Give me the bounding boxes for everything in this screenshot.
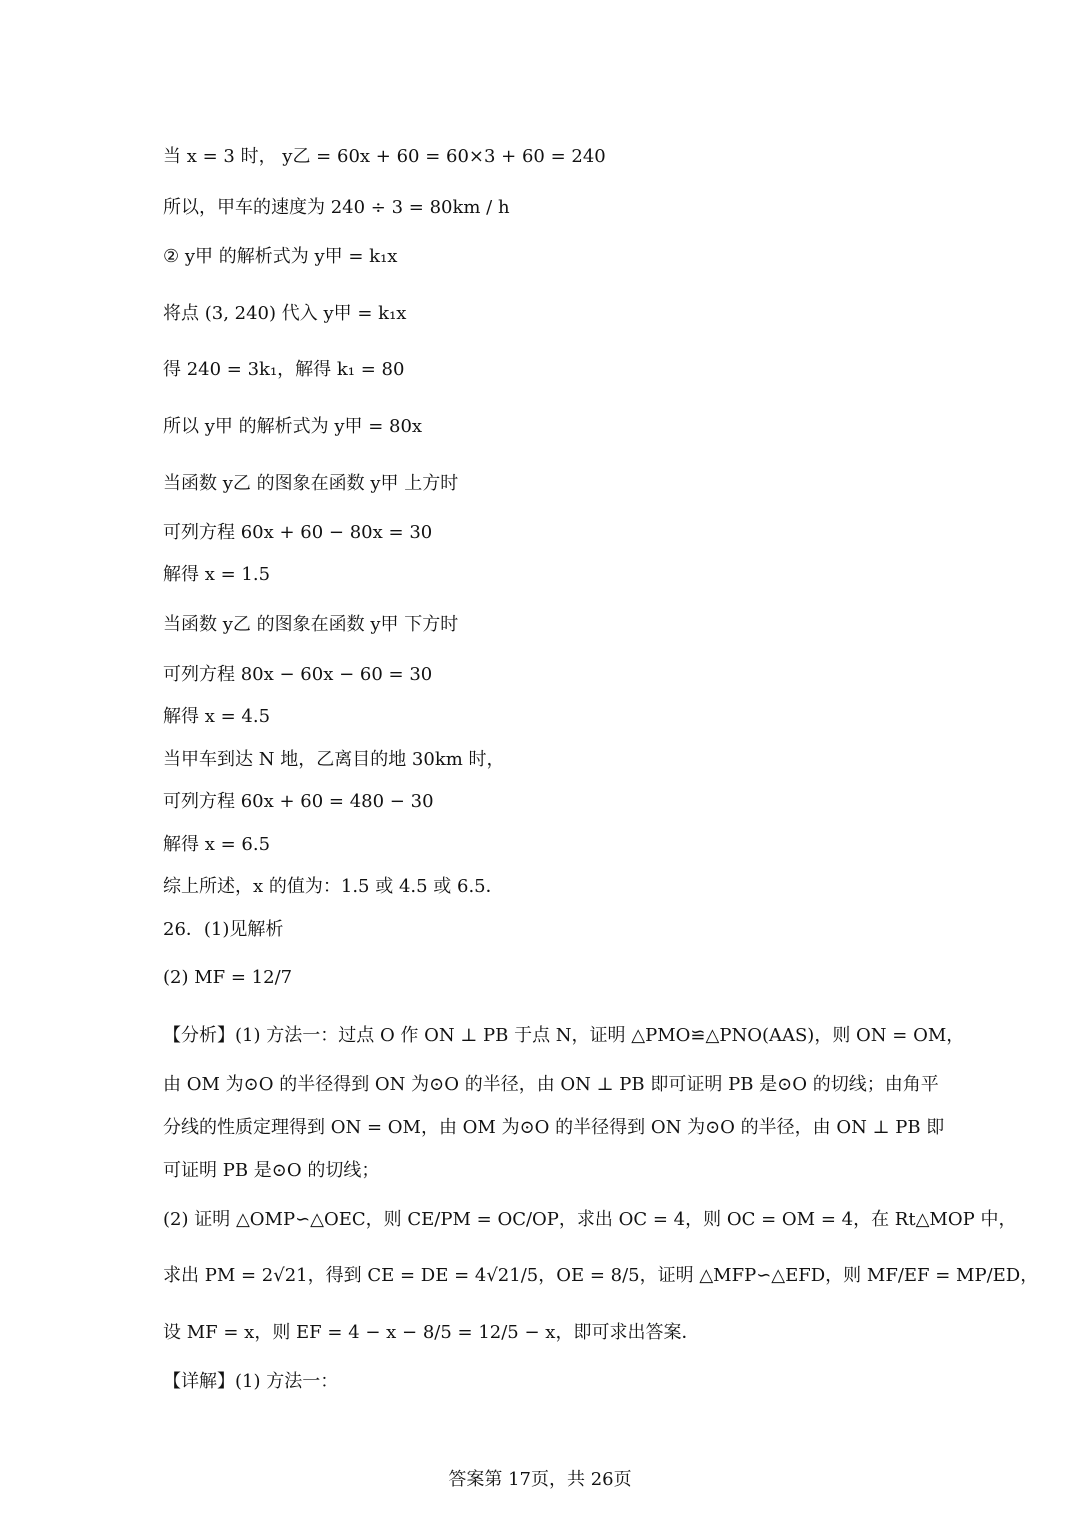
analysis-line-7: 设 MF = x，则 EF = 4 − x − 8/5 = 12/5 − x，即可求出答案． — [163, 1322, 700, 1343]
line-4: 将点 (3, 240) 代入 y甲 = k₁x — [163, 303, 407, 324]
line-11: 可列方程 80x − 60x − 60 = 30 — [163, 664, 433, 685]
analysis-line-6: 求出 PM = 2√21，得到 CE = DE = 4√21/5，OE = 8/5，证明 △MFP∽△EFD，则 MF/EF = MP/ED， — [163, 1265, 1039, 1286]
question-26-heading: 26．(1)见解析 — [163, 919, 284, 940]
analysis-line-3: 分线的性质定理得到 ON = OM，由 OM 为⊙O 的半径得到 ON 为⊙O 的半径，由 ON ⊥ PB 即 — [163, 1117, 945, 1138]
line-12: 解得 x = 4.5 — [163, 706, 271, 727]
line-1: 当 x = 3 时， y乙 = 60x + 60 = 60×3 + 60 = 240 — [163, 146, 606, 167]
line-10: 当函数 y乙 的图象在函数 y甲 下方时 — [163, 614, 459, 635]
line-7: 当函数 y乙 的图象在函数 y甲 上方时 — [163, 473, 459, 494]
line-2: 所以，甲车的速度为 240 ÷ 3 = 80km / h — [163, 197, 510, 218]
analysis-line-2: 由 OM 为⊙O 的半径得到 ON 为⊙O 的半径，由 ON ⊥ PB 即可证明 PB 是⊙O 的切线；由角平 — [163, 1074, 939, 1095]
question-26-answer-2: (2) MF = 12/7 — [163, 967, 293, 988]
page-footer: 答案第 17页，共 26页 — [448, 1469, 632, 1490]
line-5: 得 240 = 3k₁，解得 k₁ = 80 — [163, 359, 405, 380]
detail-heading: 【详解】(1) 方法一： — [163, 1371, 339, 1392]
analysis-line-5: (2) 证明 △OMP∽△OEC，则 CE/PM = OC/OP，求出 OC = 4，则 OC = OM = 4，在 Rt△MOP 中， — [163, 1209, 1017, 1230]
analysis-line-4: 可证明 PB 是⊙O 的切线； — [163, 1160, 380, 1181]
line-13: 当甲车到达 N 地，乙离目的地 30km 时， — [163, 749, 505, 770]
line-8: 可列方程 60x + 60 − 80x = 30 — [163, 522, 433, 543]
line-6: 所以 y甲 的解析式为 y甲 = 80x — [163, 416, 423, 437]
line-16: 综上所述，x 的值为：1.5 或 4.5 或 6.5． — [163, 876, 504, 897]
line-14: 可列方程 60x + 60 = 480 − 30 — [163, 791, 434, 812]
analysis-line-1: 【分析】(1) 方法一：过点 O 作 ON ⊥ PB 于点 N，证明 △PMO≌△PNO(AAS)，则 ON = OM， — [163, 1025, 965, 1046]
line-3: ② y甲 的解析式为 y甲 = k₁x — [163, 246, 398, 267]
line-15: 解得 x = 6.5 — [163, 834, 271, 855]
line-9: 解得 x = 1.5 — [163, 564, 271, 585]
